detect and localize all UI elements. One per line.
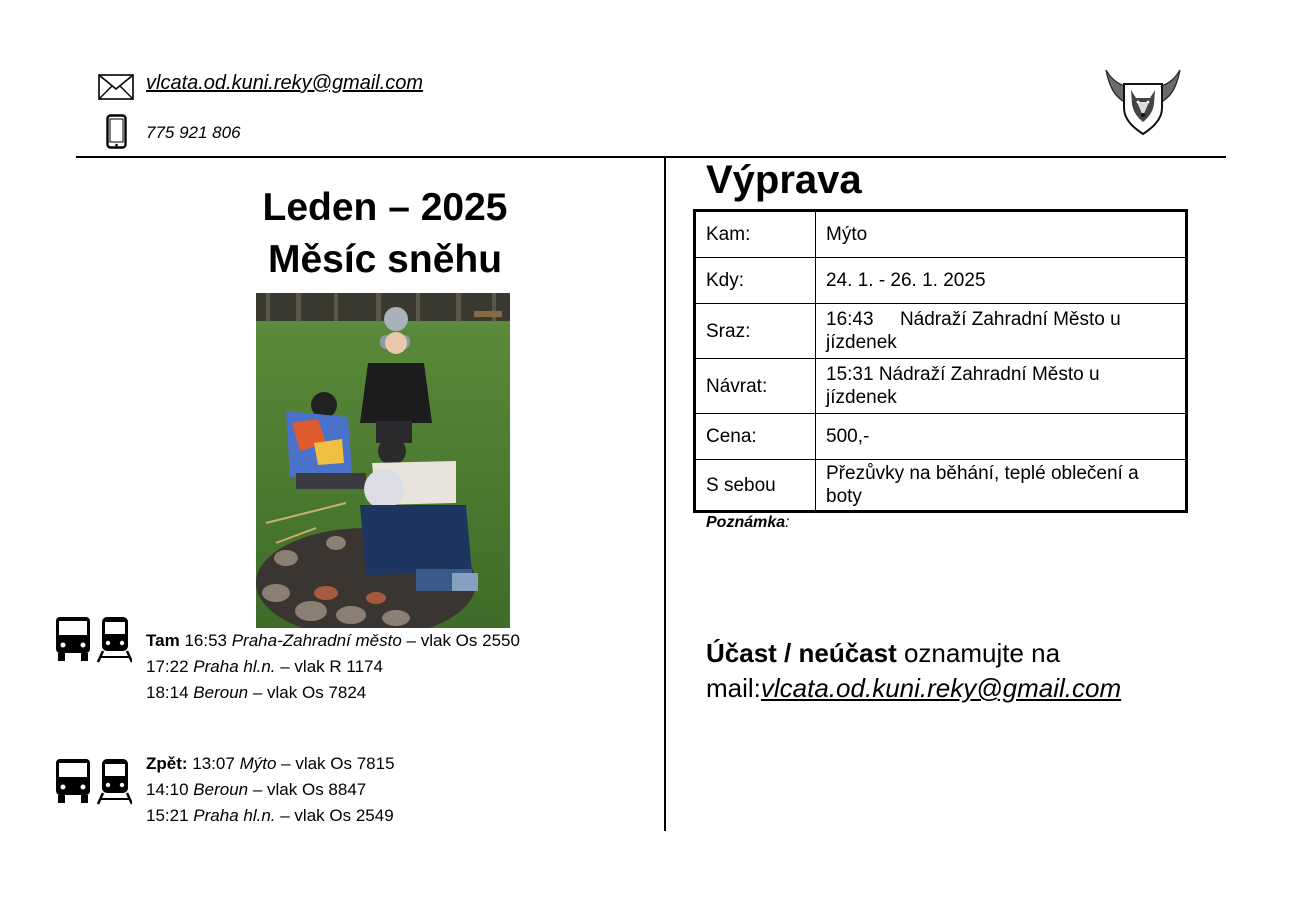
children-by-campfire-photo bbox=[256, 293, 510, 628]
bus-train-icon bbox=[54, 757, 132, 805]
header-divider bbox=[76, 156, 1226, 158]
row-key: Návrat: bbox=[695, 359, 816, 414]
page-title: Leden – 2025 bbox=[262, 186, 508, 229]
row-key: S sebou bbox=[695, 460, 816, 512]
schedule-line: 14:10 Beroun – vlak Os 8847 bbox=[146, 780, 367, 799]
phone-icon bbox=[106, 114, 127, 149]
outbound-schedule bbox=[146, 628, 520, 706]
bus-train-icon bbox=[54, 615, 132, 663]
attendance-email-link[interactable]: vlcata.od.kuni.reky@gmail.com bbox=[760, 673, 1122, 703]
note-label: Poznámka: bbox=[706, 514, 790, 531]
header-phone: 775 921 806 bbox=[146, 123, 241, 142]
attendance-notice: Účast / neúčast oznamujte na mail:vlcata.od.kuni.reky@gmail.com bbox=[706, 638, 1122, 703]
trip-heading: Výprava bbox=[706, 158, 862, 202]
row-value: Přezůvky na běhání, teplé oblečení a boty bbox=[816, 460, 1187, 512]
row-key: Cena: bbox=[695, 414, 816, 460]
table-row bbox=[695, 414, 1187, 460]
table-row bbox=[695, 258, 1187, 304]
schedule-line: 15:21 Praha hl.n. – vlak Os 2549 bbox=[146, 806, 394, 825]
table-row bbox=[695, 304, 1187, 359]
row-key: Kdy: bbox=[695, 258, 816, 304]
schedule-line: Tam 16:53 Praha-Zahradní město – vlak Os 2550 bbox=[146, 631, 520, 650]
table-row bbox=[695, 359, 1187, 414]
column-divider bbox=[664, 158, 666, 831]
header-email-link[interactable]: vlcata.od.kuni.reky@gmail.com bbox=[146, 72, 424, 94]
row-value: Mýto bbox=[816, 211, 1187, 258]
row-value: 500,- bbox=[816, 414, 1187, 460]
row-key: Kam: bbox=[695, 211, 816, 258]
row-key: Sraz: bbox=[695, 304, 816, 359]
trip-info-table bbox=[693, 209, 1188, 513]
return-schedule bbox=[146, 751, 395, 829]
schedule-line: 18:14 Beroun – vlak Os 7824 bbox=[146, 683, 367, 702]
page-subtitle: Měsíc sněhu bbox=[267, 238, 503, 281]
row-value: 24. 1. - 26. 1. 2025 bbox=[816, 258, 1187, 304]
schedule-line: 17:22 Praha hl.n. – vlak R 1174 bbox=[146, 657, 383, 676]
mail-icon bbox=[98, 74, 134, 100]
row-value: 15:31 Nádraží Zahradní Město u jízdenek bbox=[816, 359, 1187, 414]
row-value: 16:43 Nádraží Zahradní Město u jízdenek bbox=[816, 304, 1187, 359]
wolf-shield-logo bbox=[1102, 64, 1184, 138]
schedule-line: Zpět: 13:07 Mýto – vlak Os 7815 bbox=[146, 754, 395, 773]
table-row bbox=[695, 211, 1187, 258]
table-row bbox=[695, 460, 1187, 512]
